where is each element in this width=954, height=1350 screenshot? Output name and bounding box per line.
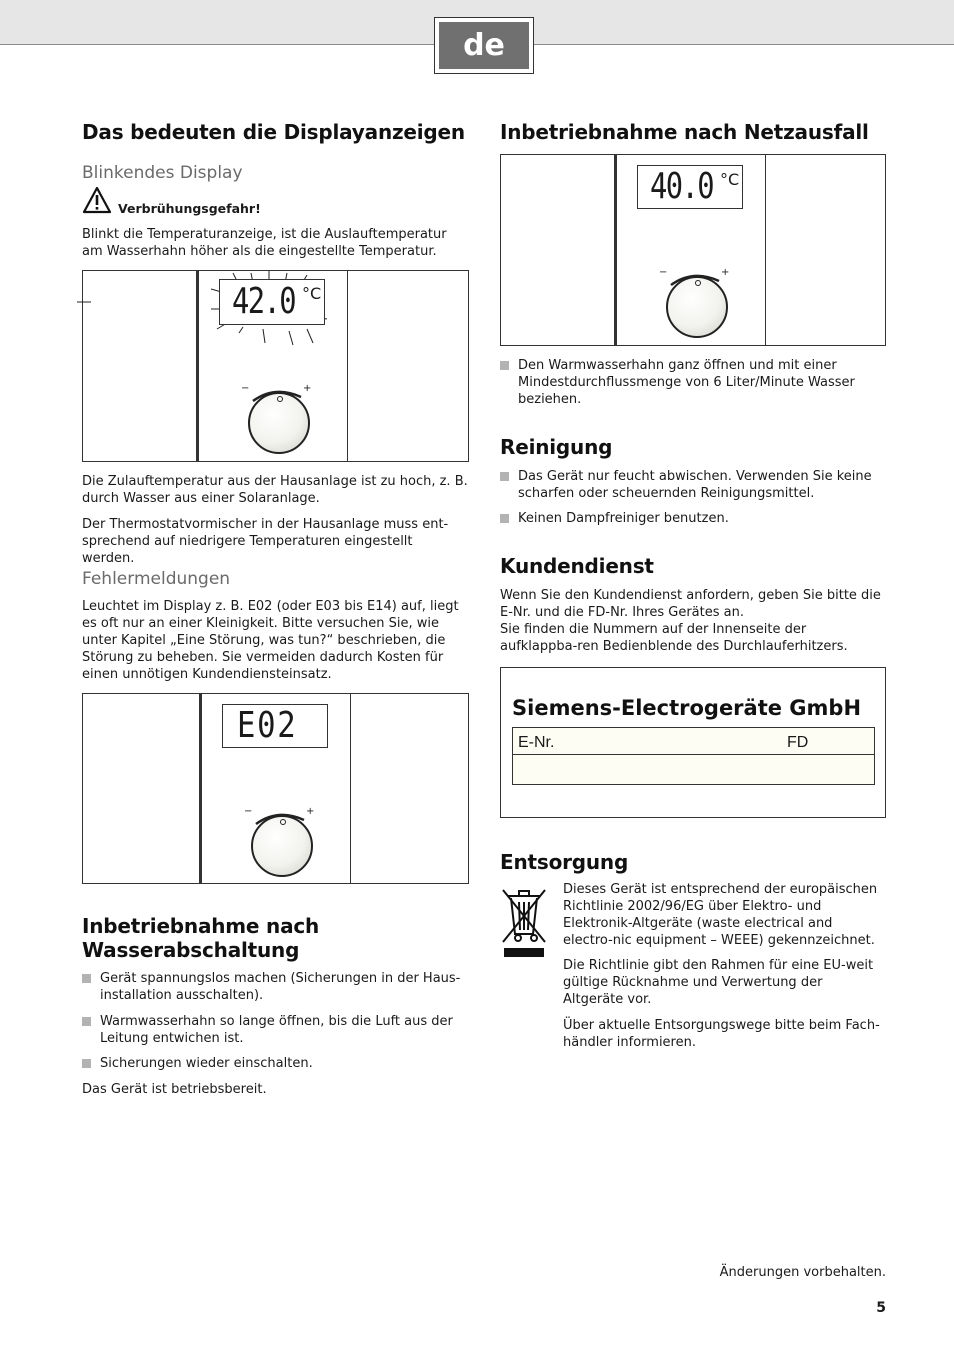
thermostat-text: Der Thermostatvormischer in der Hausanlage muss ent-sprechend auf niedrigere Temperaturen eingestellt werden.	[82, 517, 449, 566]
water-step-3: Sicherungen wieder einschalten.	[82, 1055, 468, 1072]
blink-subheading: Blinkendes Display	[82, 163, 243, 183]
cleaning-step-2: Keinen Dampfreiniger benutzen.	[500, 510, 886, 527]
warning-triangle-icon	[82, 186, 112, 214]
lcd-unit-3: °C	[720, 170, 740, 189]
power-heading: Inbetriebnahme nach Netzausfall	[500, 120, 869, 144]
water-heading: Inbetriebnahme nach Wasserabschaltung	[82, 914, 320, 962]
disposal-text-1: Dieses Gerät ist entsprechend der europäischen Richtlinie 2002/96/EG über Elektro- und Elektronik-Altgeräte (waste electrical and electro-nic equipment – WEEE) gekennzeichnet.	[563, 882, 878, 948]
page-number: 5	[876, 1300, 886, 1316]
inlet-text: Die Zulauftemperatur aus der Hausanlage ist zu hoch, z. B. durch Wasser aus einer Solaranlage.	[82, 474, 468, 506]
svg-text:+: +	[306, 806, 315, 817]
language-tab	[434, 17, 534, 74]
svg-text:−: −	[241, 383, 250, 394]
lcd-display-3	[637, 165, 743, 209]
language-code: de	[439, 22, 529, 69]
disposal-text-2: Die Richtlinie gibt den Rahmen für eine EU-weit gültige Rücknahme und Verwertung der Altgeräte vor.	[563, 958, 874, 1007]
power-step: Den Warmwasserhahn ganz öffnen und mit einer Mindestdurchflussmenge von 6 Liter/Minute Wasser beziehen.	[500, 357, 886, 408]
errors-subheading: Fehlermeldungen	[82, 569, 231, 589]
enr-label: E-Nr.	[518, 734, 555, 751]
cleaning-heading: Reinigung	[500, 435, 613, 459]
lcd-value-3: 40.0	[650, 166, 713, 207]
water-step-2: Warmwasserhahn so lange öffnen, bis die Luft aus der Leitung entwichen ist.	[82, 1013, 468, 1047]
warning-label: Verbrühungsgefahr!	[118, 201, 261, 216]
lcd-value-2: E02	[237, 705, 298, 746]
water-step-1: Gerät spannungslos machen (Sicherungen in der Haus-installation ausschalten).	[82, 970, 468, 1004]
disposal-text-3: Über aktuelle Entsorgungswege bitte beim Fach-händler informieren.	[563, 1018, 880, 1050]
footer-notice: Änderungen vorbehalten.	[719, 1265, 886, 1280]
display-panel-error	[82, 693, 469, 884]
display-heading: Das bedeuten die Displayanzeigen	[82, 120, 465, 144]
service-heading: Kundendienst	[500, 554, 654, 578]
weee-bin-icon	[500, 886, 550, 960]
rating-plate-box	[500, 667, 886, 818]
svg-text:−: −	[244, 806, 253, 817]
temperature-knob-1[interactable]	[248, 392, 310, 454]
temperature-knob-2[interactable]	[251, 815, 313, 877]
svg-text:+: +	[721, 267, 730, 278]
errors-text: Leuchtet im Display z. B. E02 (oder E03 bis E14) auf, liegt es oft nur an einer Kleinigkeit. Bitte versuchen Sie, wie unter Kapitel „Eine Störung, was tun?“ beschrieben, die Störung zu beheben. Sie vermeiden dadurch Kosten für einen unnötigen Kundendiensteinsatz.	[82, 599, 459, 682]
svg-text:−: −	[659, 267, 668, 278]
lcd-unit-1: °C	[302, 284, 322, 303]
lcd-display-2	[222, 704, 328, 748]
blink-ray-left	[73, 296, 93, 308]
lcd-value-1: 42.0	[232, 281, 295, 322]
service-text-2: Sie finden die Nummern auf der Innenseite der aufklappba-ren Bedienblende des Durchlauferhitzers.	[500, 622, 848, 654]
service-text-1: Wenn Sie den Kundendienst anfordern, geben Sie bitte die E-Nr. und die FD-Nr. Ihres Gerätes an.	[500, 588, 881, 620]
display-panel-normal	[500, 154, 886, 346]
svg-text:+: +	[303, 383, 312, 394]
fd-label: FD	[787, 734, 809, 751]
disposal-heading: Entsorgung	[500, 850, 629, 874]
display-panel-blinking	[82, 270, 469, 462]
company-name: Siemens-Electrogeräte GmbH	[512, 696, 862, 720]
rating-plate-table	[512, 727, 875, 785]
cleaning-step-1: Das Gerät nur feucht abwischen. Verwenden Sie keine scharfen oder scheuernden Reinigungsmittel.	[500, 468, 886, 502]
lcd-display-1	[219, 279, 325, 325]
ready-text: Das Gerät ist betriebsbereit.	[82, 1082, 267, 1097]
temperature-knob-3[interactable]	[666, 276, 728, 338]
blink-text: Blinkt die Temperaturanzeige, ist die Auslauftemperatur am Wasserhahn höher als die eingestellte Temperatur.	[82, 227, 447, 259]
